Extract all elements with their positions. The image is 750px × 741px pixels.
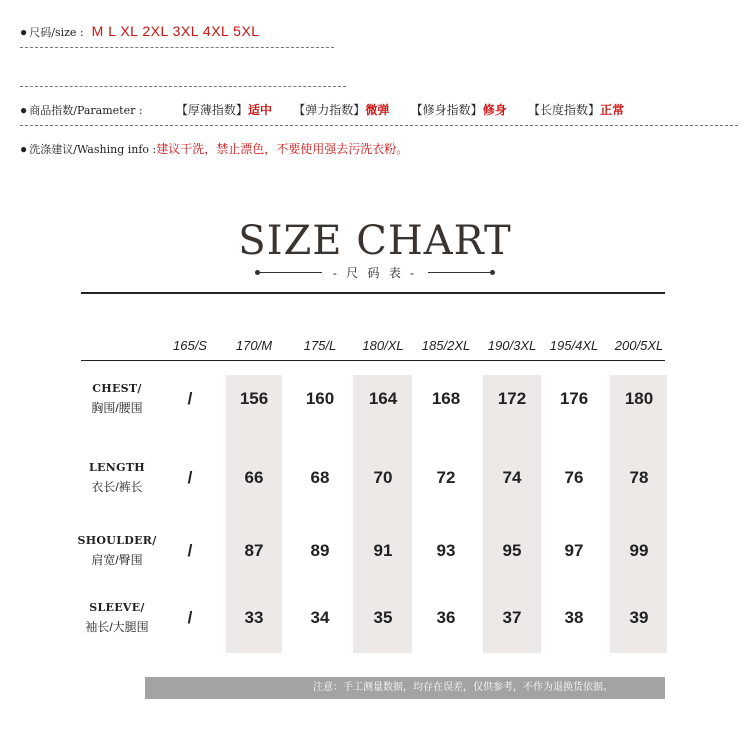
row-label-en: CHEST/ [92,382,142,395]
table-cell: 39 [629,608,649,627]
header-cell: 200/5XL [614,338,664,353]
header-cell: 195/4XL [549,338,599,353]
table-cell: 164 [368,389,398,408]
table-cell: 180 [624,389,654,408]
bullet-icon: ● [20,103,28,117]
top-rule [81,292,665,294]
table-cell: 37 [502,608,522,627]
header-cell: 175/L [303,338,337,353]
table-cell: / [187,608,193,627]
table-cell: 87 [244,541,264,560]
chart-title: SIZE CHART [238,218,512,264]
dot-icon [490,270,495,275]
table-cell: 160 [305,389,335,408]
size-values: M L XL 2XL 3XL 4XL 5XL [91,23,260,39]
washing-text: 建议干洗，禁止漂色，不要使用强去污洗衣粉。 [156,142,409,156]
subtitle-line-right [428,272,490,273]
header-cell: 170/M [235,338,273,353]
table-cell: 66 [244,468,264,487]
size-info-row [20,23,260,40]
table-cell: 156 [239,389,269,408]
row-label-cn: 肩宽/臀围 [91,553,143,567]
header-rule [81,360,665,361]
row-label-en: SLEEVE/ [89,601,145,614]
table-cell: 89 [310,541,330,560]
parameter-elasticity: 【弹力指数】微弹 [293,103,390,117]
table-cell: 76 [564,468,584,487]
table-cell: 95 [502,541,522,560]
table-cell: 172 [497,389,527,408]
header-cell: 180/XL [362,338,404,353]
table-cell: 99 [629,541,649,560]
bullet-icon: ● [20,25,28,39]
parameter-fit: 【修身指数】修身 [410,103,507,117]
table-cell: 78 [629,468,649,487]
subtitle-line-left [260,272,322,273]
table-cell: 176 [559,389,589,408]
parameter-row [20,101,642,118]
chart-subtitle-row [0,264,750,282]
row-label-cn: 衣长/裤长 [91,480,143,494]
table-cell: 33 [244,608,264,627]
table-cell: 97 [564,541,584,560]
table-cell: 35 [373,608,393,627]
size-label: 尺码/size : [29,26,84,39]
parameter-thickness: 【厚薄指数】适中 [175,103,272,117]
washing-row [20,140,408,157]
divider [20,47,334,48]
table-cell: 74 [502,468,522,487]
row-label-cn: 胸围/腰围 [91,401,143,415]
table-cell: 91 [373,541,393,560]
table-cell: / [187,468,193,487]
table-cell: 72 [436,468,456,487]
row-label-cn: 袖长/大腿围 [85,620,149,634]
table-cell: 168 [431,389,461,408]
header-cell: 190/3XL [487,338,537,353]
table-cell: 70 [373,468,393,487]
row-label-en: LENGTH [89,461,145,474]
table-cell: / [187,541,193,560]
table-cell: 38 [564,608,584,627]
header-cell: 185/2XL [421,338,471,353]
row-label-en: SHOULDER/ [77,534,157,547]
divider [20,86,346,87]
washing-label: 洗涤建议/Washing info : [29,143,157,156]
note-bar: 注意：手工测量数据，均存在误差，仅供参考，不作为退换货依据。 [145,677,665,699]
parameter-label: 商品指数/Parameter : [29,104,143,117]
header-cell: 165/S [173,338,207,353]
table-cell: 68 [310,468,330,487]
divider [20,125,738,126]
chart-subtitle: - 尺 码 表 - [332,266,418,281]
parameter-length: 【长度指数】正常 [528,103,625,117]
table-cell: / [187,389,193,408]
table-cell: 36 [436,608,456,627]
table-cell: 93 [436,541,456,560]
bullet-icon: ● [20,142,28,156]
table-cell: 34 [310,608,330,627]
